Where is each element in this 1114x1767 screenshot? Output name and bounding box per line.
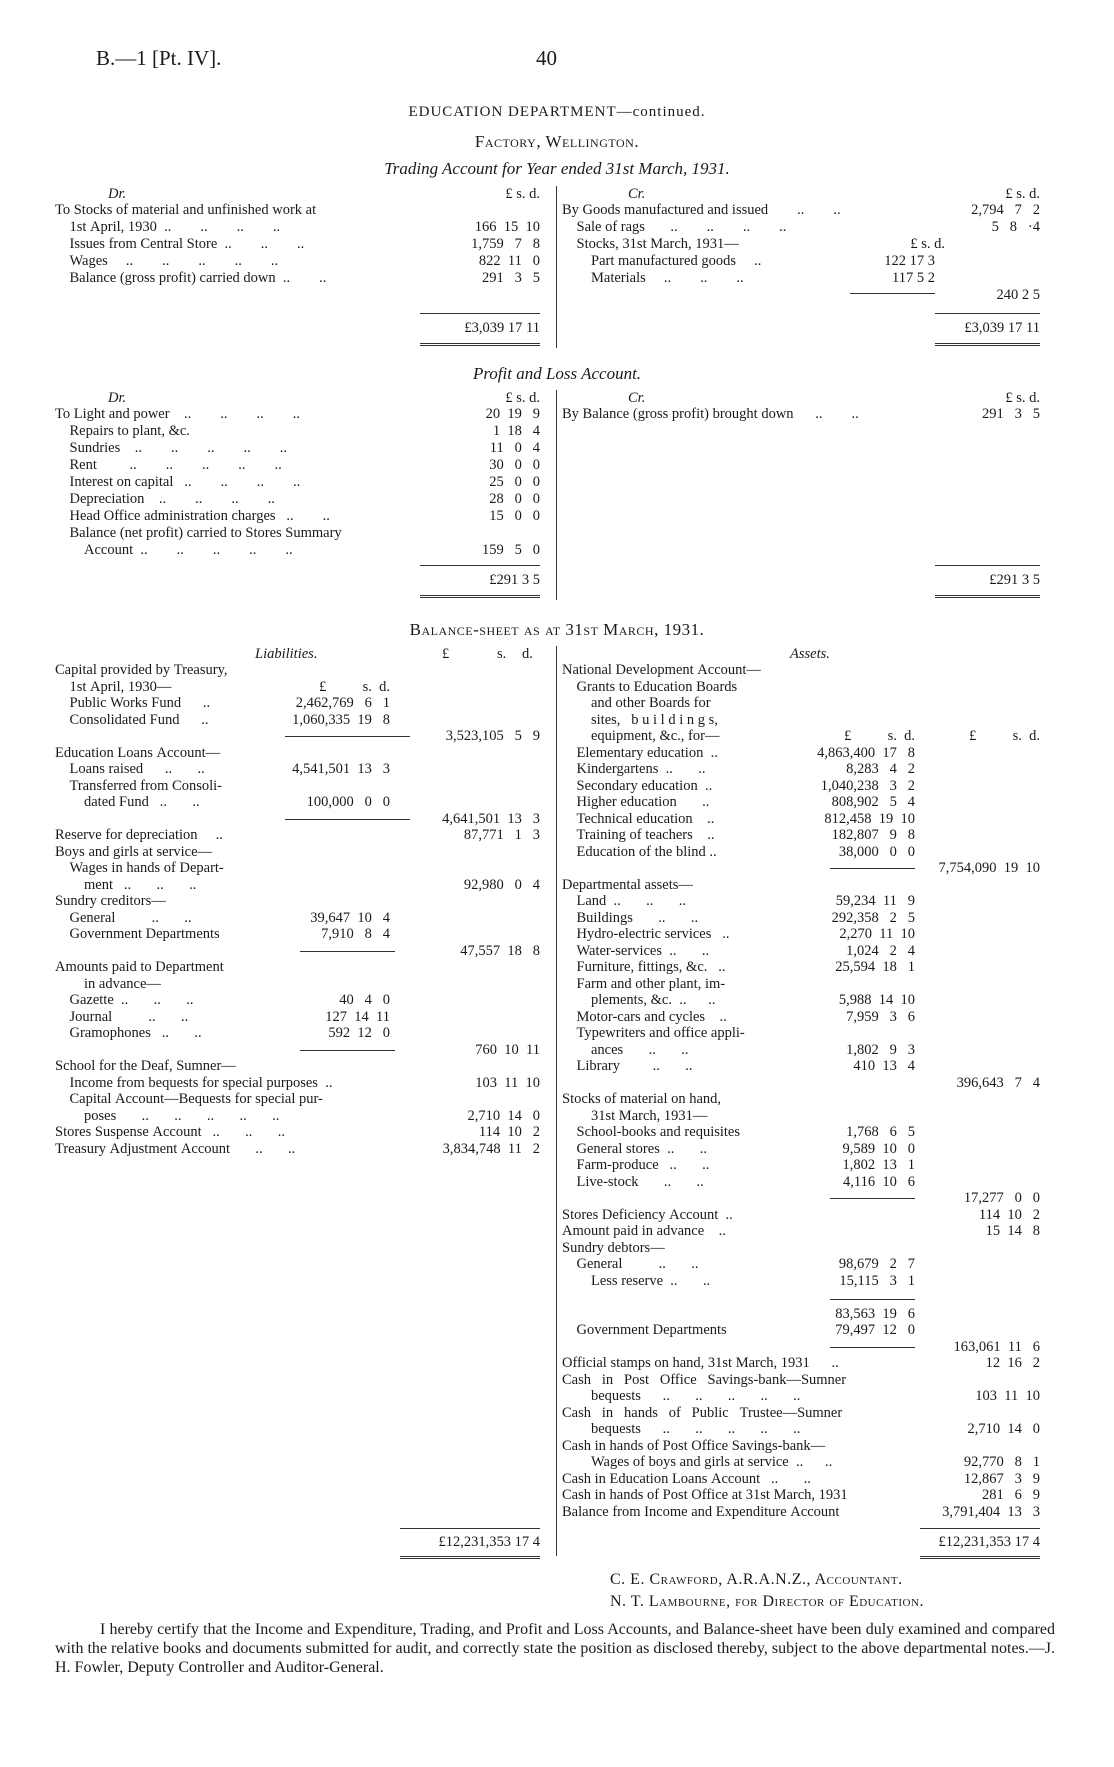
asset-value: 12,867 3 9 [963, 1470, 1040, 1487]
liability-line: in advance— [55, 975, 161, 992]
row-label: Head Office administration charges .. .. [55, 508, 330, 524]
row-label: Depreciation .. .. .. .. [55, 491, 275, 507]
liability-line: 1st April, 1930— [55, 678, 172, 695]
liability-value: 47,557 18 8 [460, 942, 540, 959]
document-reference: B.—1 [Pt. IV]. [96, 46, 222, 70]
row-label: By Goods manufactured and issued .. .. [562, 202, 841, 218]
row-label: 1st April, 1930 .. .. .. .. [55, 219, 281, 235]
asset-sub-value: 59,234 11 9 [835, 893, 915, 909]
row-value: 822 11 0 [478, 253, 540, 269]
asset-sub-value: 15,115 3 1 [839, 1272, 915, 1289]
asset-value: 114 10 2 [978, 1206, 1040, 1223]
pl-cr-colhead: £ s. d. [1005, 390, 1040, 406]
asset-sub-value: 5,988 14 10 [838, 992, 915, 1008]
row-value: 2,794 7 2 [971, 202, 1040, 218]
row-label: Repairs to plant, &c. [55, 423, 190, 439]
row-value: 166 15 10 [474, 219, 540, 235]
trading-title: Trading Account for Year ended 31st March, 1931. [384, 159, 730, 178]
row-value: 28 0 0 [489, 491, 540, 507]
department-title: EDUCATION DEPARTMENT—continued. [408, 104, 706, 120]
asset-value: 12 16 2 [985, 1355, 1040, 1371]
row-value: 11 0 4 [489, 440, 540, 456]
asset-line: Departmental assets— [562, 876, 693, 893]
row-label: To Light and power .. .. .. .. [55, 406, 301, 422]
asset-line: Official stamps on hand, 31st March, 1931 .. [562, 1355, 839, 1371]
asset-line: Water-services .. .. [562, 942, 710, 959]
liability-sub-value: 100,000 0 0 [306, 794, 390, 810]
asset-value: 396,643 7 4 [956, 1074, 1040, 1091]
liability-line: ment .. .. .. [55, 876, 197, 893]
liability-line: Stores Suspense Account .. .. .. [55, 1124, 285, 1140]
liability-line: poses .. .. .. .. .. [55, 1107, 280, 1124]
asset-line: Cash in Education Loans Account .. .. [562, 1470, 811, 1487]
row-label: Balance (gross profit) carried down .. .. [55, 270, 327, 286]
asset-line: bequests .. .. .. .. .. [562, 1421, 801, 1437]
asset-line: Stores Deficiency Account .. [562, 1206, 733, 1223]
asset-sub-value: 7,959 3 6 [846, 1008, 915, 1025]
liability-line: Public Works Fund .. [55, 695, 211, 711]
trading-dr-total: £3,039 17 11 [464, 320, 540, 336]
asset-line: Secondary education .. [562, 777, 713, 794]
liab-shilling-head: s. [497, 646, 507, 662]
asset-value: £ s. d. [969, 728, 1040, 744]
liability-line: Sundry creditors— [55, 893, 166, 909]
asset-line: Cash in hands of Post Office at 31st March, 1931 [562, 1487, 848, 1503]
liability-line: General .. .. [55, 909, 192, 926]
row-label: Stocks, 31st March, 1931— [562, 236, 739, 252]
asset-value: 92,770 8 1 [963, 1454, 1040, 1470]
row-value: 20 19 9 [485, 406, 540, 422]
pl-dr-label: Dr. [108, 390, 127, 406]
row-label: Balance (net profit) carried to Stores Summary [55, 525, 342, 541]
part-manufactured-value: 122 17 3 [884, 253, 935, 269]
row-label: Account .. .. .. .. .. [55, 542, 293, 558]
liability-value: 103 11 10 [475, 1074, 540, 1091]
liability-sub-value: 40 4 0 [339, 992, 390, 1008]
asset-sub-value: 9,589 10 0 [842, 1140, 915, 1157]
asset-sub-value: 98,679 2 7 [838, 1256, 915, 1272]
asset-value: 103 11 10 [975, 1388, 1040, 1404]
pl-dr-total: £291 3 5 [489, 572, 540, 588]
asset-line: Stocks of material on hand, [562, 1091, 722, 1107]
liability-line: Transferred from Consoli- [55, 777, 222, 794]
asset-sub-value: 292,358 2 5 [831, 909, 915, 926]
liability-sub-value: 2,462,769 6 1 [295, 695, 390, 711]
asset-line: Library .. .. [562, 1058, 693, 1074]
asset-sub-value: 1,024 2 4 [846, 942, 915, 959]
liability-line: dated Fund .. .. [55, 794, 200, 810]
row-label: Rent .. .. .. .. .. [55, 457, 282, 473]
pl-title: Profit and Loss Account. [472, 364, 642, 383]
liabilities-total: £12,231,353 17 4 [438, 1534, 540, 1550]
assets-total: £12,231,353 17 4 [938, 1534, 1040, 1550]
liability-line: Capital Account—Bequests for special pur- [55, 1091, 323, 1107]
asset-line: Technical education .. [562, 810, 715, 827]
liability-line: Capital provided by Treasury, [55, 662, 228, 678]
asset-sub-value: 38,000 0 0 [838, 843, 915, 860]
asset-line: Cash in hands of Public Trustee—Sumner [562, 1404, 843, 1421]
asset-sub-value: 83,563 19 6 [835, 1305, 915, 1322]
liability-line: Reserve for depreciation .. [55, 827, 223, 843]
liability-value: 3,834,748 11 2 [442, 1140, 540, 1157]
asset-line: Buildings .. .. [562, 909, 699, 926]
bs-title: Balance-sheet as at 31st March, 1931. [409, 620, 705, 639]
liability-value: 760 10 11 [475, 1041, 540, 1058]
row-label: Issues from Central Store .. .. .. [55, 236, 305, 252]
liability-line: Boys and girls at service— [55, 843, 213, 860]
row-value: 159 5 0 [482, 542, 540, 558]
row-label: Sale of rags .. .. .. .. [562, 219, 787, 235]
row-value: 5 8 ·4 [991, 219, 1040, 235]
asset-line: Farm-produce .. .. [562, 1157, 710, 1173]
liability-sub-value: £ s. d. [319, 678, 390, 695]
asset-value: 17,277 0 0 [963, 1190, 1040, 1206]
row-value: 15 0 0 [489, 508, 540, 524]
liability-value: 4,641,501 13 3 [442, 810, 540, 827]
asset-sub-value: 79,497 12 0 [835, 1322, 915, 1338]
asset-sub-value: 4,116 10 6 [843, 1173, 915, 1190]
liability-line: Government Departments [55, 926, 220, 942]
asset-value: 7,754,090 19 10 [938, 860, 1040, 876]
liability-line: Treasury Adjustment Account .. .. [55, 1140, 296, 1157]
liab-pound-head: £ [442, 646, 450, 662]
stocks-sub-colhead: £ s. d. [910, 236, 945, 252]
liability-line: School for the Deaf, Sumner— [55, 1058, 236, 1074]
row-value: 1 18 4 [492, 423, 540, 439]
asset-line: bequests .. .. .. .. .. [562, 1388, 801, 1404]
asset-line: 31st March, 1931— [562, 1107, 708, 1124]
liability-line: Amounts paid to Department [55, 959, 224, 975]
stocks-total: 240 2 5 [996, 287, 1040, 303]
row-value: 291 3 5 [982, 406, 1040, 422]
asset-value: 15 14 8 [985, 1223, 1040, 1239]
materials-value: 117 5 2 [892, 270, 935, 286]
asset-line: sites, b u i l d i n g s, [562, 711, 718, 728]
liab-pence-head: d. [522, 646, 533, 662]
asset-line: ances .. .. [562, 1041, 689, 1058]
row-label: Materials .. .. .. [562, 270, 744, 286]
trading-cr-colhead: £ s. d. [1005, 186, 1040, 202]
asset-line: Typewriters and office appli- [562, 1025, 745, 1041]
liability-value: 3,523,105 5 9 [445, 728, 540, 744]
liability-value: 92,980 0 4 [463, 876, 540, 893]
liability-line: Education Loans Account— [55, 744, 221, 761]
asset-sub-value: £ s. d. [844, 728, 915, 744]
asset-sub-value: 1,768 6 5 [846, 1124, 915, 1140]
asset-sub-value: 410 13 4 [853, 1058, 915, 1074]
signature-accountant: C. E. Crawford, A.R.A.N.Z., Accountant. [610, 1571, 903, 1588]
row-label: Part manufactured goods .. [562, 253, 762, 269]
signature-director: N. T. Lambourne, for Director of Education. [610, 1593, 924, 1610]
row-label: By Balance (gross profit) brought down .. .. [562, 406, 859, 422]
asset-value: 2,710 14 0 [967, 1421, 1040, 1437]
asset-line: Furniture, fittings, &c. .. [562, 959, 726, 975]
asset-line: General stores .. .. [562, 1140, 707, 1157]
asset-sub-value: 2,270 11 10 [839, 926, 915, 942]
row-value: 25 0 0 [489, 474, 540, 490]
pl-cr-total: £291 3 5 [989, 572, 1040, 588]
asset-line: Wages of boys and girls at service .. .. [562, 1454, 833, 1470]
asset-line: Higher education .. [562, 794, 710, 810]
asset-sub-value: 4,863,400 17 8 [817, 744, 915, 761]
asset-value: 3,791,404 13 3 [942, 1503, 1040, 1520]
liability-sub-value: 4,541,501 13 3 [292, 761, 390, 777]
liability-line: Gazette .. .. .. [55, 992, 194, 1008]
asset-sub-value: 812,458 19 10 [824, 810, 915, 827]
asset-value: 163,061 11 6 [953, 1338, 1040, 1355]
row-label: Interest on capital .. .. .. .. [55, 474, 301, 490]
asset-line: Cash in Post Office Savings-bank—Sumner [562, 1371, 847, 1388]
liability-value: 114 10 2 [478, 1124, 540, 1140]
asset-line: Farm and other plant, im- [562, 975, 726, 992]
liability-value: 2,710 14 0 [467, 1107, 540, 1124]
page-number: 40 [536, 46, 557, 70]
asset-sub-value: 25,594 18 1 [835, 959, 915, 975]
asset-line: Education of the blind .. [562, 843, 717, 860]
row-value: 30 0 0 [489, 457, 540, 473]
row-value: 291 3 5 [482, 270, 540, 286]
row-label: Wages .. .. .. .. .. [55, 253, 279, 269]
liability-line: Journal .. .. [55, 1008, 189, 1025]
pl-dr-colhead: £ s. d. [505, 390, 540, 406]
row-value: 1,759 7 8 [471, 236, 540, 252]
asset-line: and other Boards for [562, 695, 711, 711]
asset-line: Motor-cars and cycles .. [562, 1008, 727, 1025]
asset-line: Grants to Education Boards [562, 678, 738, 695]
asset-value: 281 6 9 [982, 1487, 1040, 1503]
asset-line: General .. .. [562, 1256, 699, 1272]
asset-line: Sundry debtors— [562, 1239, 665, 1256]
assets-label: Assets. [790, 646, 830, 662]
asset-line: Less reserve .. .. [562, 1272, 711, 1289]
liability-sub-value: 1,060,335 19 8 [292, 711, 390, 728]
asset-sub-value: 8,283 4 2 [846, 761, 915, 777]
asset-sub-value: 1,802 9 3 [846, 1041, 915, 1058]
liability-sub-value: 7,910 8 4 [321, 926, 390, 942]
asset-line: Kindergartens .. .. [562, 761, 706, 777]
asset-line: Elementary education .. [562, 744, 718, 761]
asset-line: Government Departments [562, 1322, 727, 1338]
row-label: To Stocks of material and unfinished work at [55, 202, 317, 218]
pl-cr-label: Cr. [628, 390, 646, 406]
asset-sub-value: 1,040,238 3 2 [820, 777, 915, 794]
asset-line: Amount paid in advance .. [562, 1223, 726, 1239]
asset-line: Live-stock .. .. [562, 1173, 704, 1190]
asset-line: Hydro-electric services .. [562, 926, 730, 942]
asset-line: Land .. .. .. [562, 893, 687, 909]
asset-sub-value: 1,802 13 1 [842, 1157, 915, 1173]
asset-line: National Development Account— [562, 662, 761, 678]
asset-line: Training of teachers .. [562, 827, 715, 843]
liability-line: Consolidated Fund .. [55, 711, 209, 728]
liabilities-label: Liabilities. [255, 646, 318, 662]
asset-sub-value: 808,902 5 4 [831, 794, 915, 810]
row-label: Sundries .. .. .. .. .. [55, 440, 287, 456]
liability-sub-value: 39,647 10 4 [310, 909, 390, 926]
asset-line: School-books and requisites [562, 1124, 741, 1140]
liability-sub-value: 592 12 0 [328, 1025, 390, 1041]
liability-sub-value: 127 14 11 [325, 1008, 390, 1025]
trading-cr-label: Cr. [628, 186, 646, 202]
liability-line: Loans raised .. .. [55, 761, 205, 777]
asset-line: Cash in hands of Post Office Savings-bank— [562, 1437, 826, 1454]
trading-cr-total: £3,039 17 11 [964, 320, 1040, 336]
liability-line: Wages in hands of Depart- [55, 860, 224, 876]
liability-value: 87,771 1 3 [463, 827, 540, 843]
liability-line: Income from bequests for special purposes .. [55, 1074, 333, 1091]
liability-line: Gramophones .. .. [55, 1025, 202, 1041]
audit-certificate: I hereby certify that the Income and Expenditure, Trading, and Profit and Loss Accounts, and Balance-sheet have been duly examined and compared with the relative books and documents submitted for audit, and correctly state the position as disclosed thereby, subject to the above departmental notes.—J. H. Fowler, Deputy Controller and Auditor-General. [55, 1621, 1055, 1676]
trading-dr-colhead: £ s. d. [505, 186, 540, 202]
asset-line: Balance from Income and Expenditure Account [562, 1503, 840, 1520]
asset-line: plements, &c. .. .. [562, 992, 716, 1008]
asset-sub-value: 182,807 9 8 [831, 827, 915, 843]
factory-title: Factory, Wellington. [474, 132, 640, 151]
asset-line: equipment, &c., for— [562, 728, 720, 744]
trading-dr-label: Dr. [108, 186, 127, 202]
